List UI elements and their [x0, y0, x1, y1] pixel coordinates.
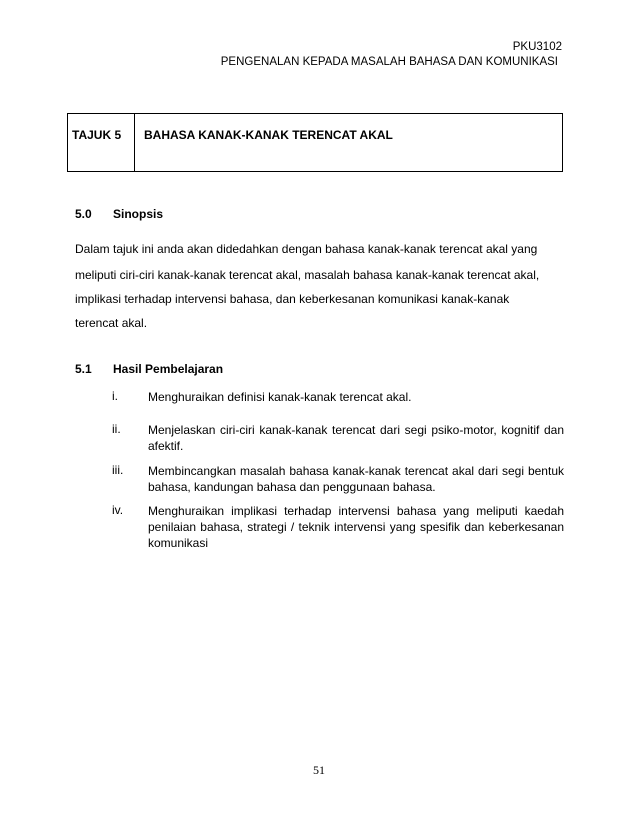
outcome-text: Menghuraikan definisi kanak-kanak terencat akal.	[148, 390, 412, 404]
outcome-text: Membincangkan masalah bahasa kanak-kanak terencat akal dari segi bentuk bahasa, kandungan bahasa dan penggunaan bahasa.	[148, 464, 564, 494]
outcome-number: ii.	[112, 422, 121, 436]
course-title: PENGENALAN KEPADA MASALAH BAHASA DAN KOMUNIKASI	[220, 56, 558, 68]
course-code: PKU3102	[512, 41, 562, 53]
outcome-number: iv.	[112, 503, 124, 517]
topic-label: TAJUK 5	[72, 128, 122, 142]
synopsis-heading: Sinopsis	[113, 207, 164, 221]
topic-box	[67, 113, 563, 172]
outcomes-number: 5.1	[75, 362, 92, 376]
outcome-text: Menjelaskan ciri-ciri kanak-kanak terencat dari segi psiko-motor, kognitif dan afektif.	[148, 423, 564, 453]
synopsis-line: meliputi ciri-ciri kanak-kanak terencat akal, masalah bahasa kanak-kanak terencat akal,	[75, 268, 540, 282]
page-number: 51	[313, 763, 325, 777]
synopsis-line: Dalam tajuk ini anda akan didedahkan dengan bahasa kanak-kanak terencat akal yang	[75, 242, 538, 256]
topic-title: BAHASA KANAK-KANAK TERENCAT AKAL	[144, 128, 393, 142]
outcome-number: i.	[112, 389, 118, 403]
outcomes-heading: Hasil Pembelajaran	[113, 362, 224, 376]
synopsis-line: terencat akal.	[75, 316, 148, 330]
outcome-text: Menghuraikan implikasi terhadap intervensi bahasa yang meliputi kaedah penilaian bahasa, strategi / teknik intervensi yang spesifik dan keberkesanan komunikasi	[148, 504, 564, 550]
synopsis-line: implikasi terhadap intervensi bahasa, dan keberkesanan komunikasi kanak-kanak	[75, 292, 510, 306]
synopsis-number: 5.0	[75, 207, 92, 221]
topic-divider	[134, 114, 135, 171]
outcome-number: iii.	[112, 463, 124, 477]
